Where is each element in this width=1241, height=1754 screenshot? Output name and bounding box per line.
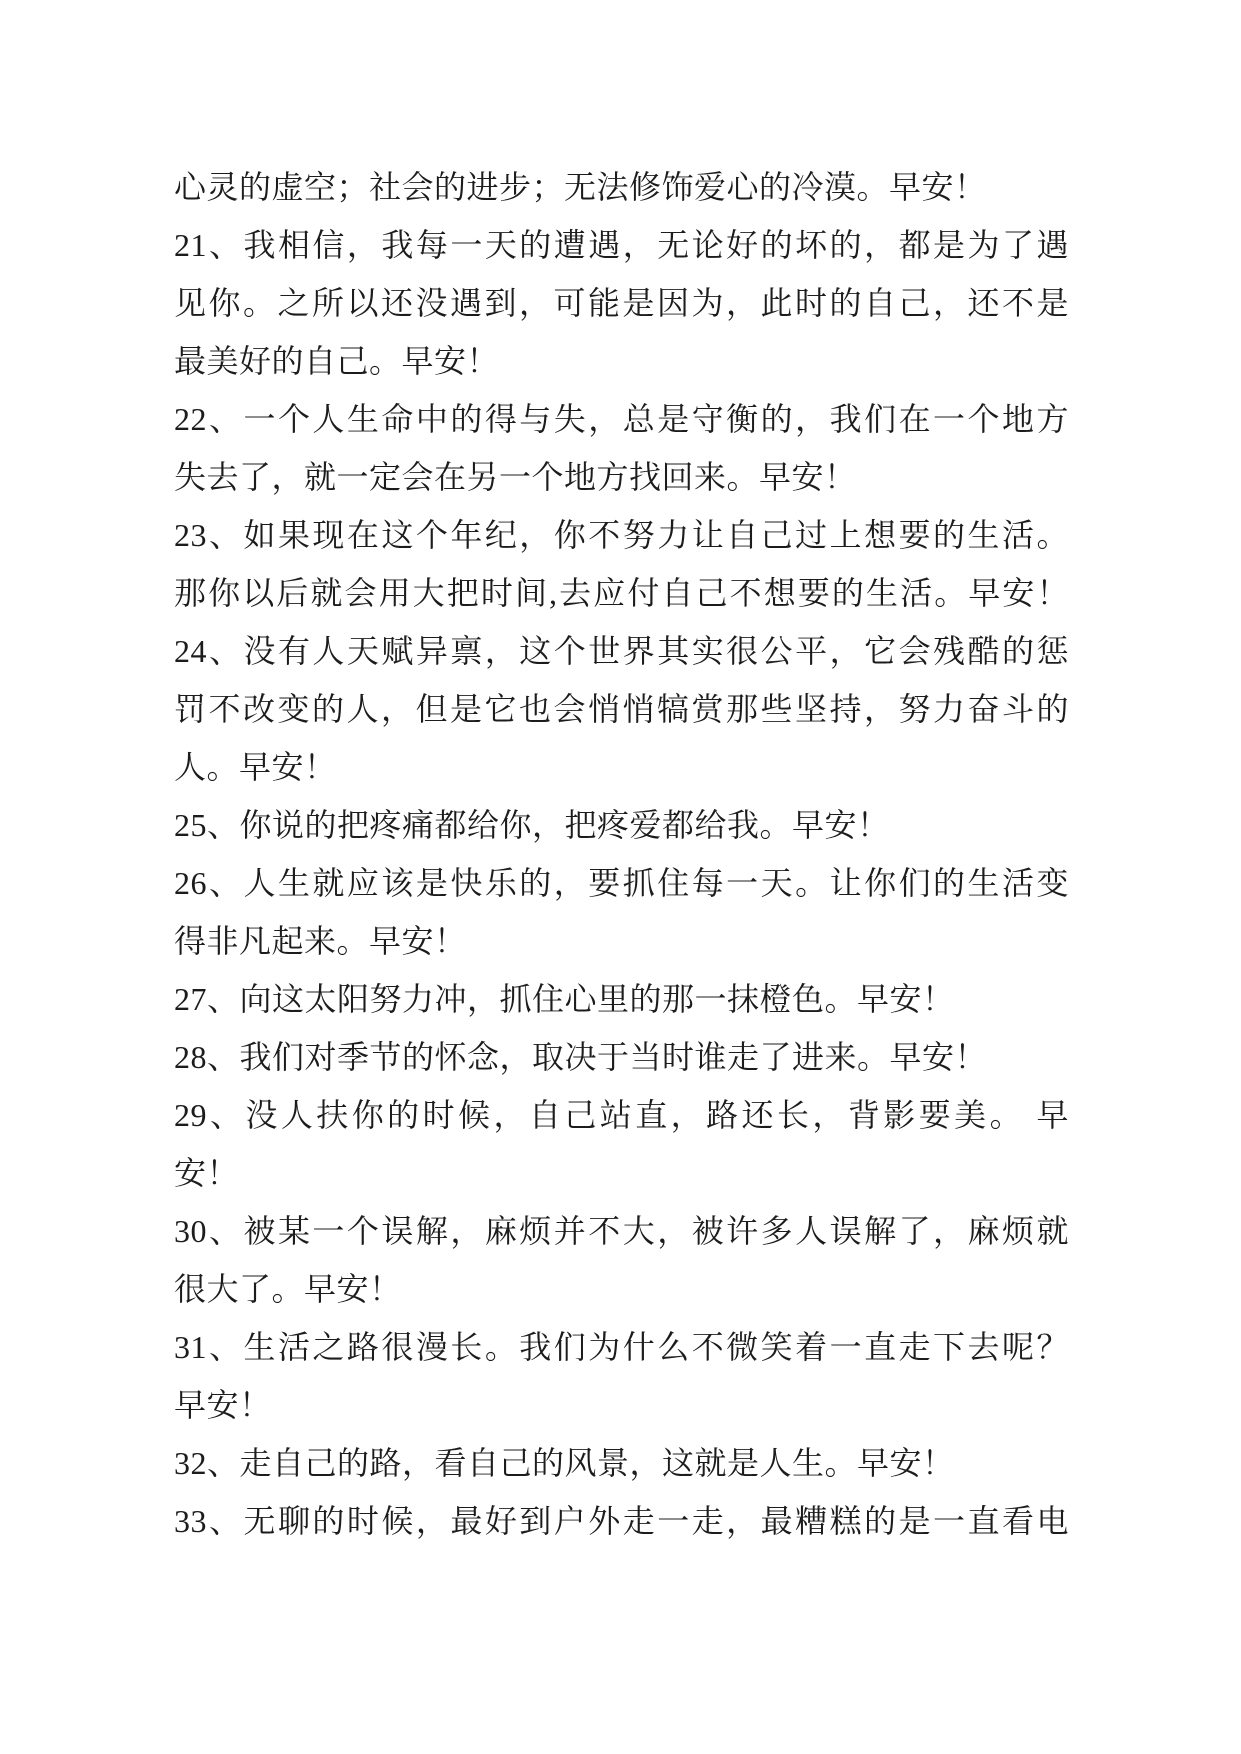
text-line: 25、你说的把疼痛都给你，把疼爱都给我。早安！ <box>174 807 890 843</box>
text-line: 人。早安！ <box>174 749 337 785</box>
quote-paragraph-quote-26 <box>174 854 1069 970</box>
text-line: 28、我们对季节的怀念，取决于当时谁走了进来。早安！ <box>174 1039 988 1075</box>
text-line: 30、被某一个误解，麻烦并不大，被许多人误解了，麻烦就 <box>174 1213 1069 1249</box>
text-line: 罚不改变的人，但是它也会悄悄犒赏那些坚持，努力奋斗的 <box>174 691 1069 727</box>
text-line: 26、人生就应该是快乐的，要抓住每一天。让你们的生活变 <box>174 865 1069 901</box>
quote-paragraph-quote-25 <box>174 796 1069 854</box>
text-line: 最美好的自己。早安！ <box>174 343 500 379</box>
text-line: 24、没有人天赋异禀，这个世界其实很公平，它会残酷的惩 <box>174 633 1069 669</box>
text-line: 23、如果现在这个年纪，你不努力让自己过上想要的生活。 <box>174 517 1069 553</box>
text-line: 很大了。早安！ <box>174 1271 402 1307</box>
quote-paragraph-quote-22 <box>174 390 1069 506</box>
quote-paragraph-quote-31 <box>174 1318 1069 1434</box>
text-line: 22、一个人生命中的得与失，总是守衡的，我们在一个地方 <box>174 401 1069 437</box>
text-line: 早安！ <box>174 1387 272 1423</box>
document-text-body <box>174 158 1069 1550</box>
text-line: 安！ <box>174 1155 240 1191</box>
text-line: 27、向这太阳努力冲，抓住心里的那一抹橙色。早安！ <box>174 981 955 1017</box>
quote-paragraph-quote-29 <box>174 1086 1069 1202</box>
quote-paragraph-quote-28 <box>174 1028 1069 1086</box>
text-line: 得非凡起来。早安！ <box>174 923 467 959</box>
text-line: 失去了，就一定会在另一个地方找回来。早安！ <box>174 459 857 495</box>
quote-paragraph-quote-23 <box>174 506 1069 622</box>
quote-paragraph-quote-21 <box>174 216 1069 390</box>
text-line: 见你。之所以还没遇到，可能是因为，此时的自己，还不是 <box>174 285 1069 321</box>
quote-paragraph-quote-30 <box>174 1202 1069 1318</box>
text-line: 那你以后就会用大把时间,去应付自己不想要的生活。早安！ <box>174 575 1069 611</box>
quote-paragraph-quote-24 <box>174 622 1069 796</box>
quote-paragraph-quote-27 <box>174 970 1069 1028</box>
quote-paragraph-quote-33 <box>174 1492 1069 1550</box>
text-line: 29、没人扶你的时候，自己站直，路还长，背影要美。 早 <box>174 1097 1069 1133</box>
quote-paragraph-quote-20-continuation <box>174 158 1069 216</box>
text-line: 21、我相信，我每一天的遭遇，无论好的坏的，都是为了遇 <box>174 227 1069 263</box>
text-line: 33、无聊的时候，最好到户外走一走，最糟糕的是一直看电 <box>174 1503 1069 1539</box>
text-line: 心灵的虚空；社会的进步；无法修饰爱心的冷漠。早安！ <box>174 169 987 205</box>
quote-paragraph-quote-32 <box>174 1434 1069 1492</box>
text-line: 32、走自己的路，看自己的风景，这就是人生。早安！ <box>174 1445 955 1481</box>
text-line: 31、生活之路很漫长。我们为什么不微笑着一直走下去呢？ <box>174 1329 1069 1365</box>
